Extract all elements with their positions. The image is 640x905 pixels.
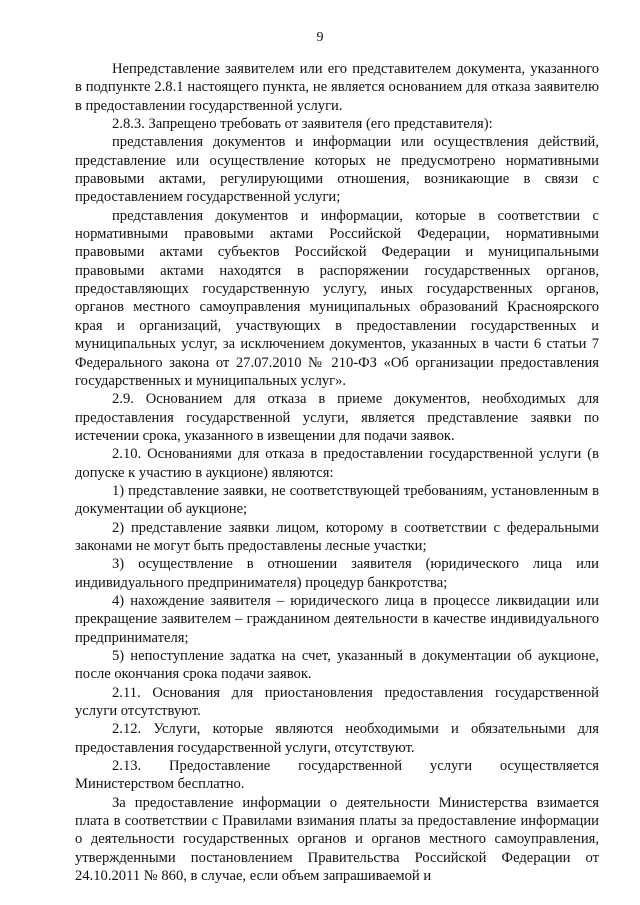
list-item: 1) представление заявки, не соответствующей требованиям, установленным в документации об аукционе;: [75, 482, 599, 518]
paragraph: представления документов и информации или осуществления действий, представление или осуществление которых не предусмотрено нормативными правовыми актами, регулирующими отношения, возникающие в связи с предоставлением государственной услуги;: [75, 134, 599, 206]
paragraph: 2.11. Основания для приостановления предоставления государственной услуги отсутствуют.: [75, 684, 599, 720]
document-body: [75, 60, 599, 885]
list-item: 5) непоступление задатка на счет, указанный в документации об аукционе, после окончания срока подачи заявок.: [75, 648, 599, 683]
paragraph: 2.9. Основанием для отказа в приеме документов, необходимых для предоставления государственной услуги, является представление заявки по истечении срока, указанного в извещении для подачи заявок.: [75, 391, 599, 444]
paragraph: 2.12. Услуги, которые являются необходимыми и обязательными для предоставления государственной услуги, отсутствуют.: [75, 721, 599, 756]
list-item: 4) нахождение заявителя – юридического лица в процессе ликвидации или прекращение заявителем – гражданином деятельности в качестве индивидуального предпринимателя;: [75, 592, 599, 646]
page-number: 9: [316, 30, 324, 45]
paragraph: За предоставление информации о деятельности Министерства взимается плата в соответствии с Правилами взимания платы за предоставление информации о деятельности государственных органов и органов местного самоуправления, утвержденными постановлением Правительства Российской Федерации от 24.10.2011 № 860, в случае, если объем запрашиваемой и: [75, 794, 599, 885]
paragraph: представления документов и информации, которые в соответствии с нормативными правовыми актами Российской Федерации, нормативными правовыми актами субъектов Российской Федерации и муниципальными правовыми актами находятся в распоряжении государственных органов, предоставляющих государственную услугу, иных государственных органов, органов местного самоуправления муниципальных образований Красноярского края и организаций, участвующих в предоставлении государственных и муниципальных услуг, за исключением документов, указанных в части 6 статьи 7 Федерального закона от 27.07.2010 № 210-ФЗ «Об организации предоставления государственных и муниципальных услуг».: [75, 207, 599, 389]
paragraph: 2.13. Предоставление государственной услуги осуществляется Министерством бесплатно.: [75, 758, 599, 793]
paragraph: 2.10. Основаниями для отказа в предоставлении государственной услуги (в допуске к участию в аукционе) являются:: [75, 446, 599, 481]
paragraph: Непредставление заявителем или его представителем документа, указанного в подпункте 2.8.1 настоящего пункта, не является основанием для отказа заявителю в предоставлении государственной услуги.: [75, 61, 599, 114]
list-item: 2) представление заявки лицом, которому в соответствии с федеральными законами не могут быть предоставлены лесные участки;: [75, 519, 599, 554]
list-item: 3) осуществление в отношении заявителя (юридического лица или индивидуального предпринимателя) процедур банкротства;: [75, 556, 599, 591]
paragraph: 2.8.3. Запрещено требовать от заявителя (его представителя):: [112, 116, 493, 133]
